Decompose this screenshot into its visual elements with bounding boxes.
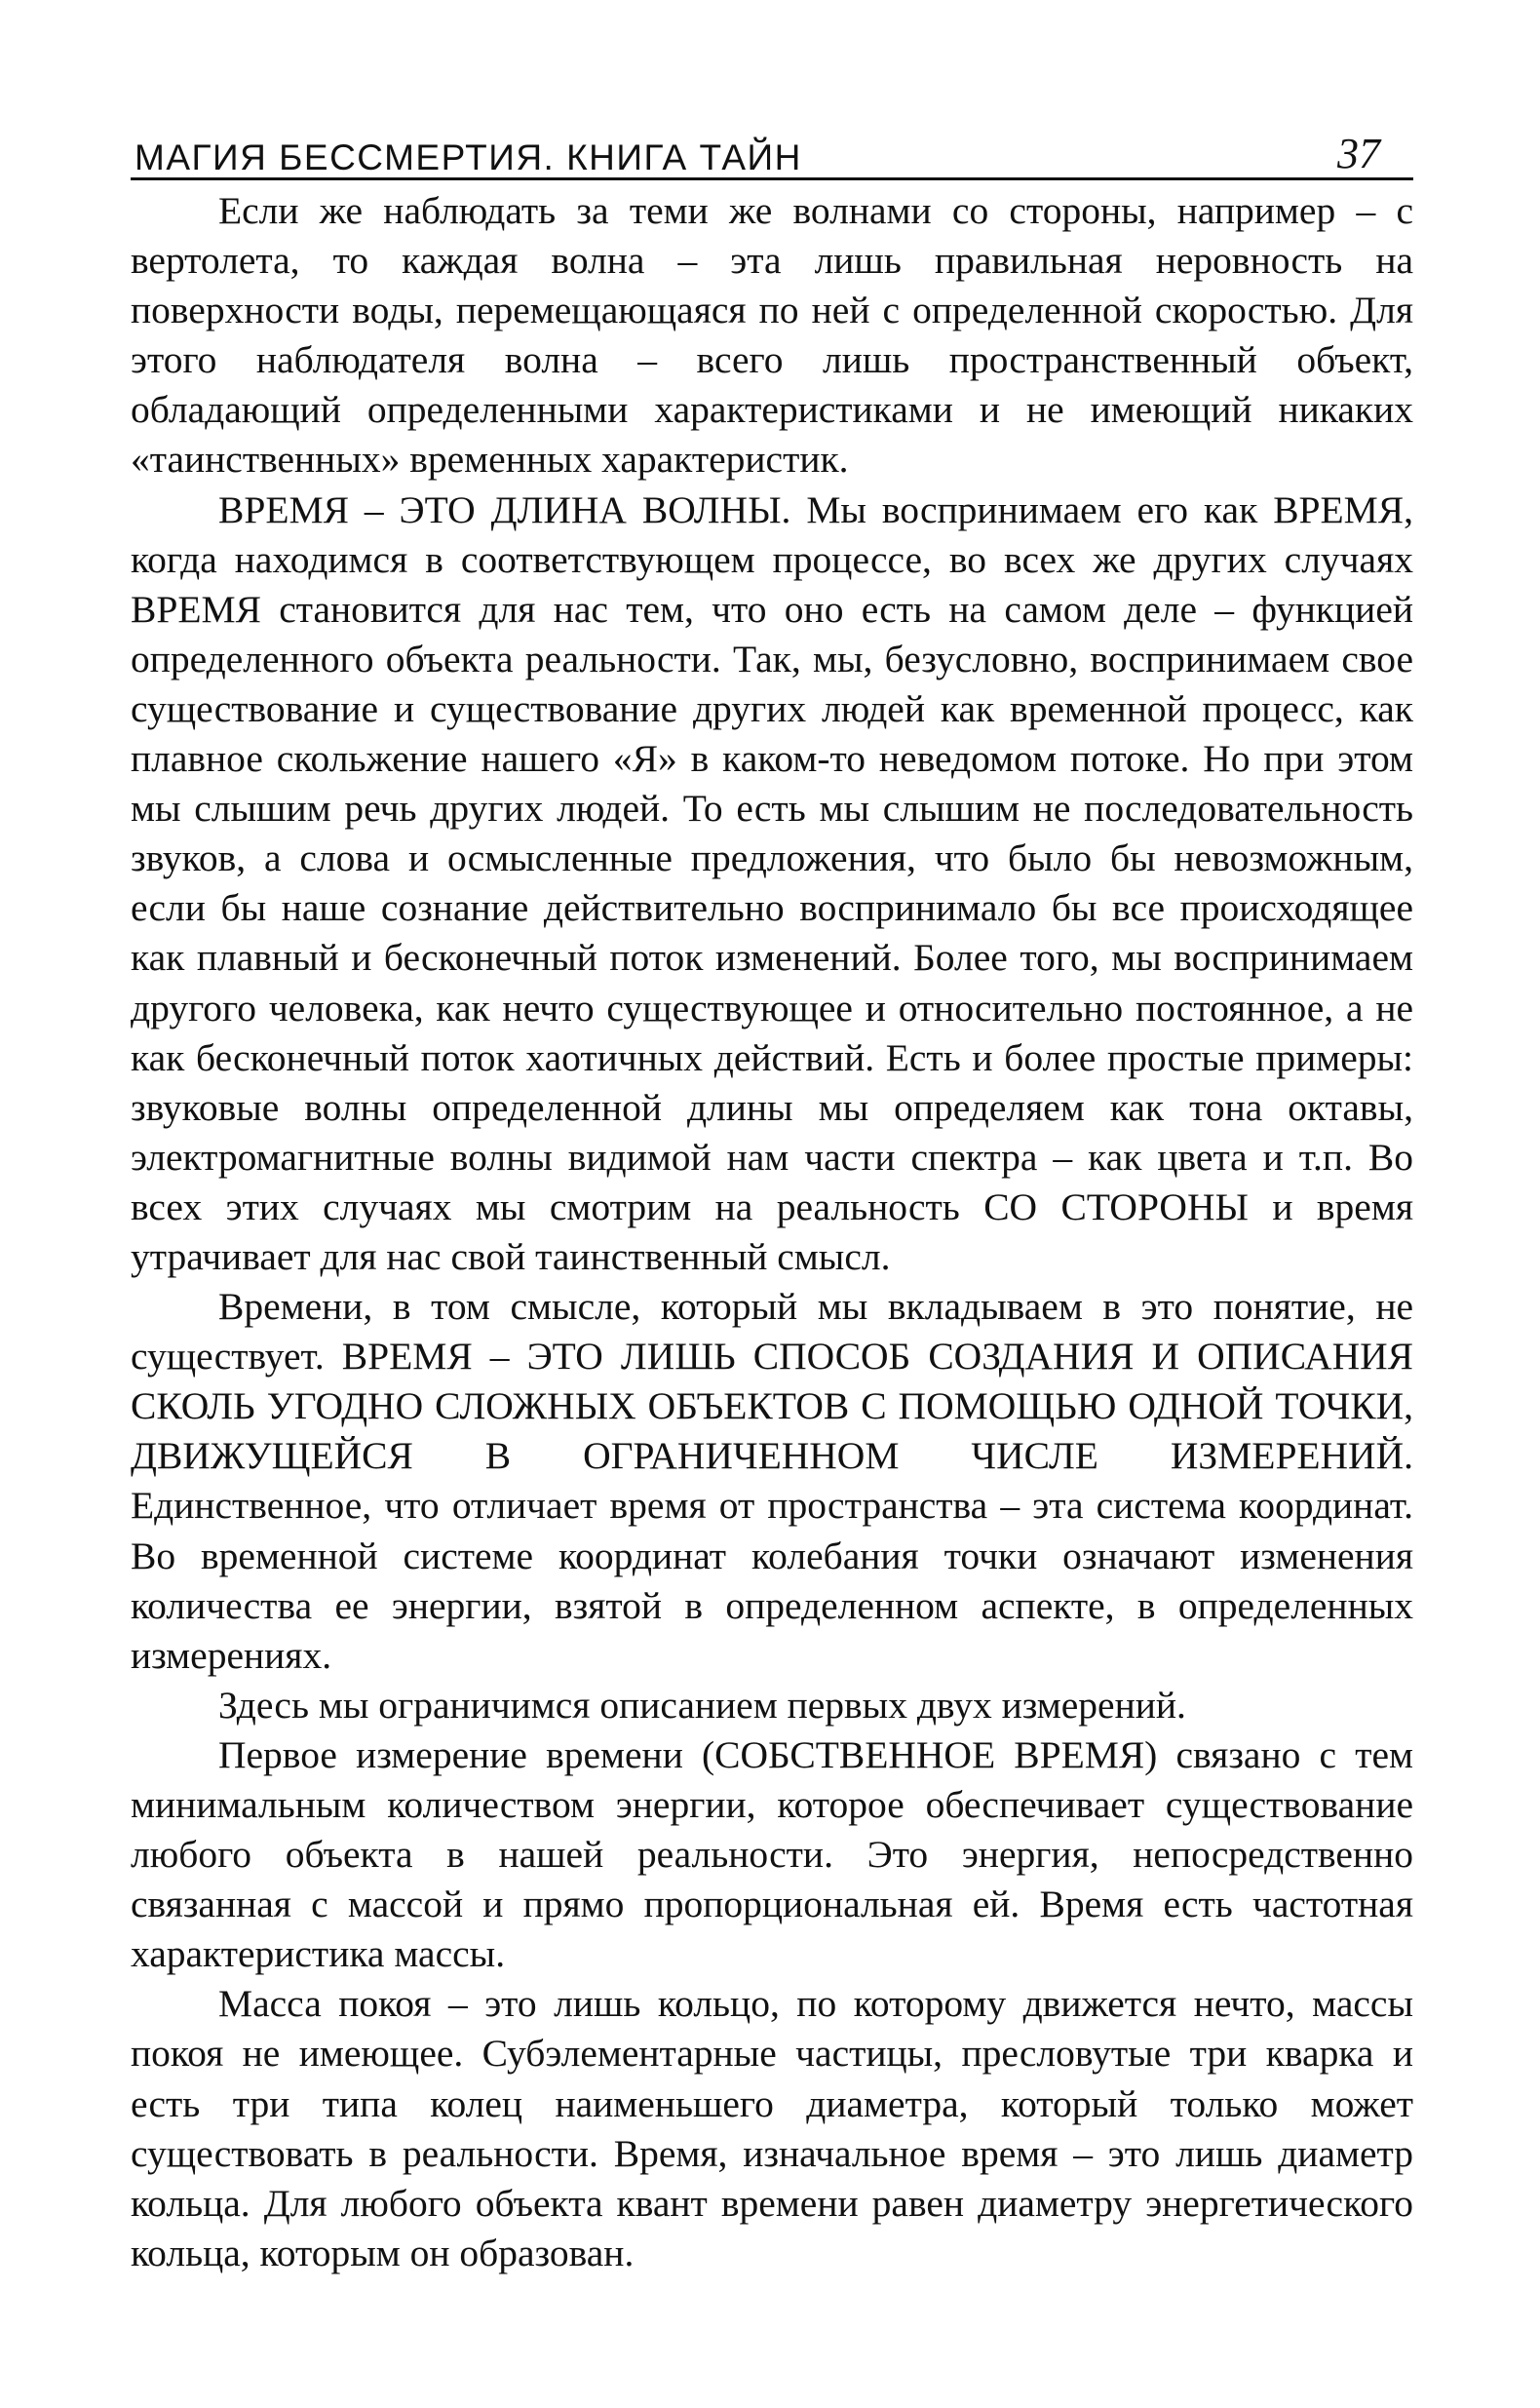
book-title: МАГИЯ БЕССМЕРТИЯ. КНИГА ТАЙН <box>135 137 802 177</box>
body-text <box>131 186 1413 2278</box>
paragraph: Первое измерение времени (СОБСТВЕННОЕ ВРЕМЯ) связано с тем минимальным количеством энергии, которое обеспечивает существование любого объекта в нашей реальности. Это энергия, непосредственно связанная с массой и прямо пропорциональная ей. Время есть частотная характеристика массы. <box>131 1732 1413 1976</box>
book-page <box>131 127 1413 2278</box>
running-head <box>131 127 1413 180</box>
paragraph: Времени, в том смысле, который мы вкладываем в это понятие, не существует. ВРЕМЯ – ЭТО ЛИШЬ СПОСОБ СОЗДАНИЯ И ОПИСАНИЯ СКОЛЬ УГОДНО СЛОЖНЫХ ОБЪЕКТОВ С ПОМОЩЬЮ ОДНОЙ ТОЧКИ, ДВИЖУЩЕЙСЯ В ОГРАНИЧЕННОМ ЧИСЛЕ ИЗМЕРЕНИЙ. Единственное, что отличает время от пространства – эта система координат. Во временной системе координат колебания точки означают изменения количества ее энергии, взятой в определенном аспекте, в определенных измерениях. <box>131 1285 1413 1677</box>
paragraph: ВРЕМЯ – ЭТО ДЛИНА ВОЛНЫ. Мы воспринимаем его как ВРЕМЯ, когда находимся в соответствующем процессе, во всех же других случаях ВРЕМЯ становится для нас тем, что оно есть на самом деле – функцией определенного объекта реальности. Так, мы, безусловно, воспринимаем свое существование и существование других людей как временной процесс, как плавное скольжение нашего «Я» в каком-то неведомом потоке. Но при этом мы слышим речь других людей. То есть мы слышим не последовательность звуков, а слова и осмысленные предложения, что было бы невозможным, если бы наше сознание действительно воспринимало бы все происходящее как плавный и бесконечный поток изменений. Более того, мы воспринимаем другого человека, как нечто существующее и относительно постоянное, а не как бесконечный поток хаотичных действий. Есть и более простые примеры: звуковые волны определенной длины мы определяем как тона октавы, электромагнитные волны видимой нам части спектра – как цвета и т.п. Во всех этих случаях мы смотрим на реальность СО СТОРОНЫ и время утрачивает для нас свой таинственный смысл. <box>131 487 1413 1278</box>
page-number: 37 <box>1337 130 1380 177</box>
paragraph: Масса покоя – это лишь кольцо, по которому движется нечто, массы покоя не имеющее. Субэлементарные частицы, пресловутые три кварка и есть три типа колец наименьшего диаметра, который только может существовать в реальности. Время, изначальное время – это лишь диаметр кольца. Для любого объекта квант времени равен диаметру энергетического кольца, которым он образован. <box>131 1982 1413 2274</box>
paragraph: Если же наблюдать за теми же волнами со стороны, например – с вертолета, то каждая волна – эта лишь правильная неровность на поверхности воды, перемещающаяся по ней с определенной скоростью. Для этого наблюдателя волна – всего лишь пространственный объект, обладающий определенными характеристиками и не имеющий никаких «таинственных» временных характеристик. <box>131 189 1413 482</box>
paragraph: Здесь мы ограничимся описанием первых двух измерений. <box>218 1683 1186 1727</box>
